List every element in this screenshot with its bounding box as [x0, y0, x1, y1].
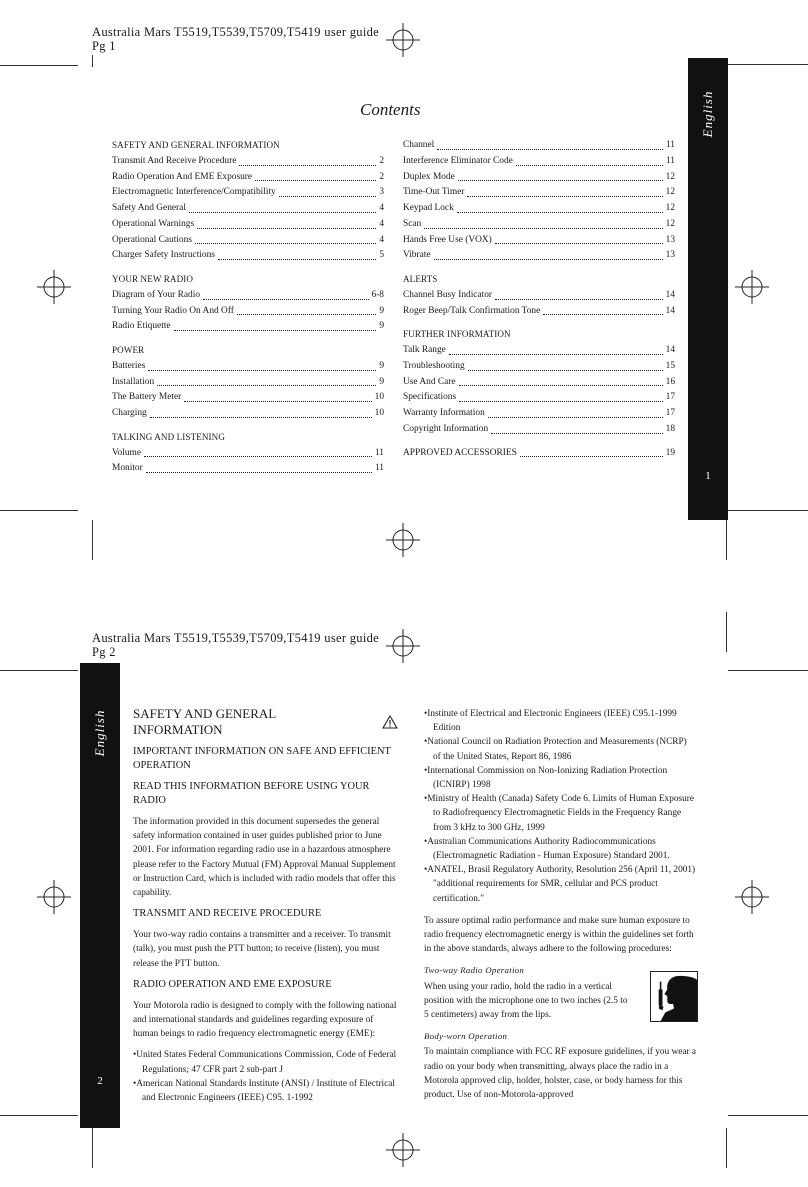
registration-mark-icon — [37, 880, 71, 914]
read-heading: READ THIS INFORMATION BEFORE USING YOUR RADIO — [133, 781, 370, 806]
toc-page-number: 13 — [665, 234, 675, 245]
registration-mark-icon — [37, 270, 71, 304]
page-title: Contents — [360, 100, 421, 119]
toc-entry[interactable] — [403, 170, 675, 186]
toc-leader-dots — [467, 196, 662, 197]
toc-entry[interactable] — [403, 390, 675, 406]
toc-page-number: 11 — [374, 463, 384, 474]
toc-entry[interactable] — [112, 406, 384, 422]
toc-page-number: 17 — [665, 392, 675, 403]
toc-entry-title: Safety And General — [112, 203, 186, 213]
list-item: • Ministry of Health (Canada) Safety Code 6. Limits of Human Exposure to Radiofrequency Electromagnetic Fields in the Frequency Range from 3 kHz to 300 GHz, 1999 — [424, 792, 696, 835]
toc-entry[interactable] — [403, 154, 675, 170]
radio-operation-heading: RADIO OPERATION AND EME EXPOSURE — [133, 978, 332, 990]
toc-section-heading: SAFETY AND GENERAL INFORMATION — [112, 140, 280, 150]
toc-page-number: 15 — [665, 360, 675, 371]
toc-leader-dots — [150, 417, 372, 418]
toc-entry[interactable] — [112, 359, 384, 375]
toc-leader-dots — [488, 417, 663, 418]
crop-mark — [726, 520, 727, 560]
toc-entry[interactable] — [112, 304, 384, 320]
toc-entry[interactable] — [403, 422, 675, 438]
toc-entry[interactable] — [112, 375, 384, 391]
page1-header — [92, 25, 379, 53]
toc-leader-dots — [458, 180, 663, 181]
transmit-paragraph: Your two-way radio contains a transmitter and a receiver. To transmit (talk), you must push the PTT button; to receive (listen), you must release the PTT button. — [133, 930, 391, 969]
toc-leader-dots — [184, 401, 371, 402]
toc-page-number: 12 — [665, 171, 675, 182]
toc-page-number: 10 — [374, 408, 384, 418]
crop-mark — [728, 1115, 808, 1116]
toc-leader-dots — [457, 212, 663, 213]
registration-mark-icon — [735, 880, 769, 914]
list-item: • United States Federal Communications Commission, Code of Federal Regulations; 47 CFR part 2 sub-part J — [133, 1048, 398, 1076]
toc-page-number: 10 — [374, 392, 384, 403]
toc-entry-title: Charger Safety Instructions — [112, 250, 215, 261]
toc-entry-title: Operational Cautions — [112, 234, 192, 245]
toc-entry[interactable] — [403, 288, 675, 304]
page1-header-page: Pg 1 — [92, 39, 116, 53]
registration-mark-icon — [735, 270, 769, 304]
toc-entry[interactable] — [112, 217, 384, 233]
toc-leader-dots — [437, 149, 663, 150]
toc-entry-title: Specifications — [403, 392, 457, 403]
toc-entry-title: Roger Beep/Talk Confirmation Tone — [403, 305, 541, 316]
toc-entry[interactable] — [112, 288, 384, 304]
toc-entry[interactable] — [112, 185, 384, 201]
radio-operation-paragraph: Your Motorola radio is designed to comply with the following national and international standards and guidelines regarding exposure of human beings to radio frequency electromagnetic energy (EME): — [133, 1000, 397, 1040]
toc-page-number: 12 — [665, 187, 675, 198]
toc-page-number: 4 — [379, 218, 384, 229]
toc-page-number: 14 — [665, 305, 675, 316]
toc-entry[interactable] — [112, 248, 384, 264]
registration-mark-icon — [386, 629, 420, 663]
toc-gap — [112, 264, 384, 272]
toc-entry-title: Installation — [112, 376, 155, 387]
toc-entry-title: Time-Out Timer — [403, 187, 465, 198]
toc-left-column — [112, 138, 384, 477]
registration-mark-icon — [386, 523, 420, 557]
toc-entry[interactable] — [403, 359, 675, 375]
page2-right-column — [424, 707, 696, 1109]
toc-leader-dots — [449, 354, 663, 355]
toc-leader-dots — [491, 433, 662, 434]
toc-entry-title: Electromagnetic Interference/Compatibility — [112, 187, 276, 198]
toc-entry[interactable] — [403, 446, 675, 462]
toc-entry-title: Duplex Mode — [403, 171, 455, 182]
crop-mark — [0, 65, 78, 66]
toc-page-number: 4 — [379, 234, 384, 245]
list-item: • Institute of Electrical and Electronic Engineers (IEEE) C95.1-1999 Edition — [424, 707, 696, 735]
toc-leader-dots — [468, 370, 663, 371]
toc-leader-dots — [495, 299, 663, 300]
toc-leader-dots — [543, 314, 662, 315]
toc-entry[interactable] — [112, 446, 384, 462]
toc-entry-title: Channel — [403, 140, 435, 150]
toc-section-heading: ALERTS — [403, 274, 438, 284]
toc-right-column — [403, 138, 675, 461]
list-item: • Australian Communications Authority Radiocommunications (Electromagnetic Radiation - Human Exposure) Standard 2001. — [424, 835, 696, 863]
toc-leader-dots — [520, 456, 663, 457]
toc-leader-dots — [146, 472, 372, 473]
toc-entry-title: Radio Operation And EME Exposure — [112, 171, 253, 182]
crop-mark — [0, 670, 78, 671]
toc-page-number: 12 — [665, 218, 675, 229]
toc-gap — [403, 319, 675, 327]
toc-entry[interactable] — [112, 170, 384, 186]
toc-page-number: 19 — [665, 447, 675, 458]
page2-header-title: Australia Mars T5519,T5539,T5709,T5419 user guide — [92, 631, 379, 645]
toc-entry[interactable] — [403, 406, 675, 422]
toc-section-heading: YOUR NEW RADIO — [112, 274, 194, 284]
toc-entry-title: Keypad Lock — [403, 203, 454, 213]
toc-entry[interactable] — [403, 304, 675, 320]
toc-page-number: 4 — [379, 203, 384, 213]
toc-entry-title: Vibrate — [403, 250, 431, 261]
toc-entry-title: Copyright Information — [403, 423, 489, 434]
toc-leader-dots — [174, 330, 377, 331]
toc-entry[interactable] — [403, 217, 675, 233]
toc-leader-dots — [424, 228, 662, 229]
crop-mark — [0, 1115, 78, 1116]
toc-page-number: 9 — [379, 321, 384, 332]
toc-entry-title: Scan — [403, 218, 422, 229]
toc-page-number: 16 — [665, 376, 675, 387]
toc-entry-title: Channel Busy Indicator — [403, 289, 493, 300]
page2-tab-label: English — [92, 709, 107, 757]
warning-triangle-icon — [382, 715, 398, 729]
standards-list-left — [133, 1048, 398, 1105]
toc-leader-dots — [237, 314, 376, 315]
toc-page-number: 6-8 — [371, 289, 384, 300]
toc-page-number: 2 — [379, 171, 384, 182]
toc-page-number: 9 — [379, 305, 384, 316]
page1-header-title: Australia Mars T5519,T5539,T5709,T5419 user guide — [92, 25, 379, 39]
toc-leader-dots — [459, 385, 663, 386]
transmit-heading: TRANSMIT AND RECEIVE PROCEDURE — [133, 908, 322, 920]
toc-leader-dots — [195, 243, 376, 244]
assure-paragraph: To assure optimal radio performance and make sure human exposure to radio frequency electromagnetic energy is within the guidelines set forth in the above standards, always adhere to the following procedures: — [424, 915, 694, 955]
toc-page-number: 11 — [665, 155, 675, 166]
toc-page-number: 12 — [665, 203, 675, 213]
toc-gap — [112, 422, 384, 430]
page1-page-number: 1 — [705, 470, 711, 482]
toc-entry[interactable] — [112, 319, 384, 335]
toc-entry[interactable] — [403, 138, 675, 154]
list-item: • ANATEL, Brasil Regulatory Authority, Resolution 256 (April 11, 2001) "additional requirements for SMR, cellular and PCS product certification." — [424, 863, 696, 906]
toc-leader-dots — [197, 228, 376, 229]
page2-language-tab — [80, 663, 120, 1128]
toc-gap — [403, 264, 675, 272]
body-worn-paragraph: To maintain compliance with FCC RF exposure guidelines, if you wear a radio on your body when transmitting, always place the radio in a Motorola approved clip, holder, holster, case, or body harness for this product. Use of non-Motorola-approved — [424, 1047, 697, 1101]
toc-leader-dots — [157, 385, 376, 386]
section-title — [133, 706, 398, 738]
toc-page-number: 5 — [379, 250, 384, 261]
page2-header-page: Pg 2 — [92, 645, 116, 659]
toc-page-number: 14 — [665, 345, 675, 355]
toc-entry-title: Use And Care — [403, 376, 456, 387]
toc-entry[interactable] — [403, 248, 675, 264]
crop-mark — [92, 520, 93, 560]
two-way-caption: Two-way Radio Operation — [424, 965, 525, 976]
toc-entry-title: Diagram of Your Radio — [112, 289, 201, 300]
toc-entry[interactable] — [403, 185, 675, 201]
toc-section-heading: TALKING AND LISTENING — [112, 431, 226, 442]
standards-list-right — [424, 707, 696, 906]
two-way-paragraph: When using your radio, hold the radio in a vertical position with the microphone one to two inches (2.5 to 5 centimeters) away from the lips. — [424, 981, 628, 1021]
toc-leader-dots — [279, 196, 377, 197]
list-item: • American National Standards Institute (ANSI) / Institute of Electrical and Electronic Engineers (IEEE) C95. 1-1992 — [133, 1077, 398, 1105]
crop-mark — [92, 55, 93, 67]
toc-page-number: 9 — [379, 360, 384, 371]
toc-leader-dots — [239, 165, 376, 166]
toc-entry-title: Monitor — [112, 463, 143, 474]
toc-entry[interactable] — [403, 375, 675, 391]
crop-mark — [726, 1128, 727, 1168]
toc-entry-title: Charging — [112, 408, 147, 418]
crop-mark — [728, 510, 808, 511]
toc-leader-dots — [495, 243, 663, 244]
page1-language-tab — [688, 58, 728, 520]
toc-leader-dots — [144, 456, 372, 457]
toc-entry-title: Hands Free Use (VOX) — [403, 234, 492, 245]
toc-entry-title: Volume — [112, 447, 141, 458]
toc-page-number: 3 — [379, 187, 384, 198]
toc-entry-title: Interference Eliminator Code — [403, 155, 513, 166]
toc-gap — [403, 438, 675, 446]
page2-left-column — [133, 706, 398, 1105]
toc-section-heading: FURTHER INFORMATION — [403, 329, 511, 340]
toc-entry-title: Operational Warnings — [112, 218, 195, 229]
toc-page-number: 13 — [665, 250, 675, 261]
page2-header — [92, 631, 379, 659]
toc-entry-title: The Battery Meter — [112, 392, 182, 403]
list-item: • International Commission on Non-Ionizing Radiation Protection (ICNIRP) 1998 — [424, 764, 696, 792]
toc-page-number: 17 — [665, 408, 675, 418]
toc-page-number: 14 — [665, 289, 675, 300]
toc-entry-title: Talk Range — [403, 345, 446, 355]
toc-section-heading: POWER — [112, 345, 145, 355]
toc-page-number: 11 — [374, 447, 384, 458]
toc-page-number: 9 — [379, 376, 384, 387]
toc-leader-dots — [218, 259, 376, 260]
toc-entry[interactable] — [112, 390, 384, 406]
crop-mark — [726, 612, 727, 652]
toc-leader-dots — [148, 370, 376, 371]
toc-entry-title: Turning Your Radio On And Off — [112, 305, 234, 316]
toc-leader-dots — [255, 180, 376, 181]
page2-page-number: 2 — [97, 1075, 103, 1087]
toc-gap — [112, 335, 384, 343]
toc-entry-title: Batteries — [112, 360, 146, 371]
toc-entry[interactable] — [403, 343, 675, 359]
important-heading: IMPORTANT INFORMATION ON SAFE AND EFFICIENT OPERATION — [133, 746, 391, 771]
toc-leader-dots — [189, 212, 376, 213]
toc-entry-title: Warranty Information — [403, 408, 485, 418]
body-worn-caption: Body-worn Operation — [424, 1031, 508, 1042]
person-talking-radio-icon — [650, 971, 698, 1022]
toc-entry[interactable] — [112, 154, 384, 170]
crop-mark — [728, 670, 808, 671]
toc-entry-title: Troubleshooting — [403, 360, 465, 371]
toc-entry[interactable] — [403, 233, 675, 249]
registration-mark-icon — [386, 1133, 420, 1167]
toc-entry-title: Radio Etiquette — [112, 321, 171, 332]
toc-leader-dots — [434, 259, 663, 260]
toc-page-number: 18 — [665, 423, 675, 434]
page1-tab-label: English — [700, 90, 715, 138]
toc-leader-dots — [516, 165, 663, 166]
toc-page-number: 2 — [379, 155, 384, 166]
toc-entry-title: APPROVED ACCESSORIES — [403, 447, 517, 458]
crop-mark — [92, 1128, 93, 1168]
toc-entry[interactable] — [112, 201, 384, 217]
toc-leader-dots — [203, 299, 368, 300]
toc-page-number: 11 — [665, 140, 675, 150]
toc-leader-dots — [459, 401, 663, 402]
toc-entry[interactable] — [112, 461, 384, 477]
toc-entry[interactable] — [112, 233, 384, 249]
registration-mark-icon — [386, 23, 420, 57]
section-title-text: SAFETY AND GENERAL INFORMATION — [133, 706, 276, 737]
toc-entry-title: Transmit And Receive Procedure — [112, 155, 237, 166]
intro-paragraph: The information provided in this document supersedes the general safety information contained in user guides published prior to June 2001. For information regarding radio use in a hazardous atmosphere please refer to the Factory Mutual (FM) Approval Manual Supplement or Instruction Card, which is included with radio models that offer this capability. — [133, 817, 396, 899]
toc-entry[interactable] — [403, 201, 675, 217]
list-item: • National Council on Radiation Protection and Measurements (NCRP) of the United States, Report 86, 1986 — [424, 735, 696, 763]
crop-mark — [0, 510, 78, 511]
